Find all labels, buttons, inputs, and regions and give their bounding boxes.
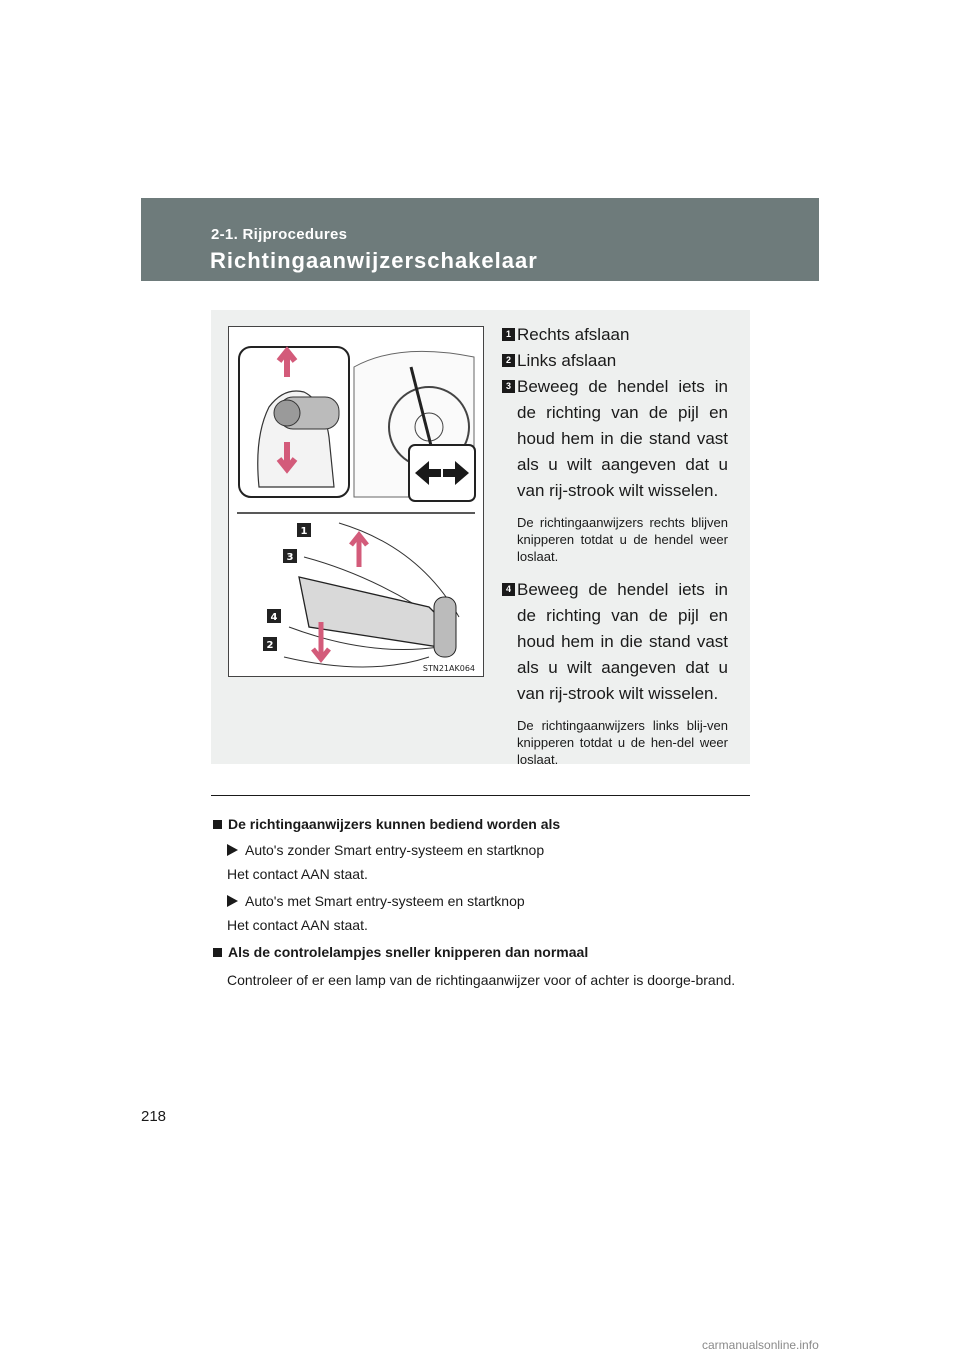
divider bbox=[211, 795, 750, 796]
step-3 bbox=[502, 374, 728, 504]
hand-inset bbox=[239, 347, 349, 497]
note-bullet: Auto's met Smart entry-systeem en startknop bbox=[213, 893, 750, 909]
step-number: 4 bbox=[502, 583, 515, 596]
callout-3: 3 bbox=[286, 552, 294, 563]
stalk-diagram bbox=[263, 523, 475, 673]
step-note: De richtingaanwijzers rechts blijven knipperen totdat u de hendel weer loslaat. bbox=[517, 515, 728, 564]
section-label: 2-1. Rijprocedures bbox=[211, 226, 348, 243]
step-text: Beweeg de hendel iets in de richting van de pijl en houd hem in die stand vast als u wilt aangeven dat u van rij-strook wilt wisselen. bbox=[517, 377, 728, 500]
page-title: Richtingaanwijzerschakelaar bbox=[210, 248, 538, 273]
note-heading: Als de controlelampjes sneller knipperen dan normaal bbox=[213, 944, 750, 960]
note-text: Het contact AAN staat. bbox=[227, 917, 368, 933]
triangle-bullet-icon bbox=[227, 895, 238, 907]
callout-1: 1 bbox=[300, 526, 308, 537]
watermark: carmanualsonline.info bbox=[702, 1338, 819, 1352]
step-2 bbox=[502, 348, 728, 374]
square-bullet-icon bbox=[213, 948, 222, 957]
callout-2: 2 bbox=[266, 640, 274, 651]
figure-code: STN21AK064 bbox=[422, 664, 475, 673]
note-bullet: Auto's zonder Smart entry-systeem en startknop bbox=[213, 842, 750, 858]
step-4 bbox=[502, 577, 728, 707]
square-bullet-icon bbox=[213, 820, 222, 829]
notes-section bbox=[213, 816, 750, 1000]
note-text: Controleer of er een lamp van de richtingaanwijzer voor of achter is doorge-brand. bbox=[227, 972, 736, 988]
step-note: De richtingaanwijzers links blij-ven knipperen totdat u de hen-del weer loslaat. bbox=[517, 718, 728, 767]
lever-illustration bbox=[228, 326, 484, 677]
step-text: Links afslaan bbox=[517, 351, 617, 370]
note-heading: De richtingaanwijzers kunnen bediend worden als bbox=[213, 816, 750, 832]
step-number: 2 bbox=[502, 354, 515, 367]
step-text: Beweeg de hendel iets in de richting van de pijl en houd hem in die stand vast als u wilt aangeven dat u van rij-strook wilt wisselen. bbox=[517, 580, 728, 703]
dashboard-sketch bbox=[354, 351, 475, 501]
triangle-bullet-icon bbox=[227, 844, 238, 856]
page-number: 218 bbox=[141, 1108, 167, 1125]
step-number: 1 bbox=[502, 328, 515, 341]
step-number: 3 bbox=[502, 380, 515, 393]
note-text: Het contact AAN staat. bbox=[227, 866, 368, 882]
callout-4: 4 bbox=[270, 612, 278, 623]
step-text: Rechts afslaan bbox=[517, 325, 630, 344]
steps-list bbox=[502, 322, 728, 768]
step-1 bbox=[502, 322, 728, 348]
